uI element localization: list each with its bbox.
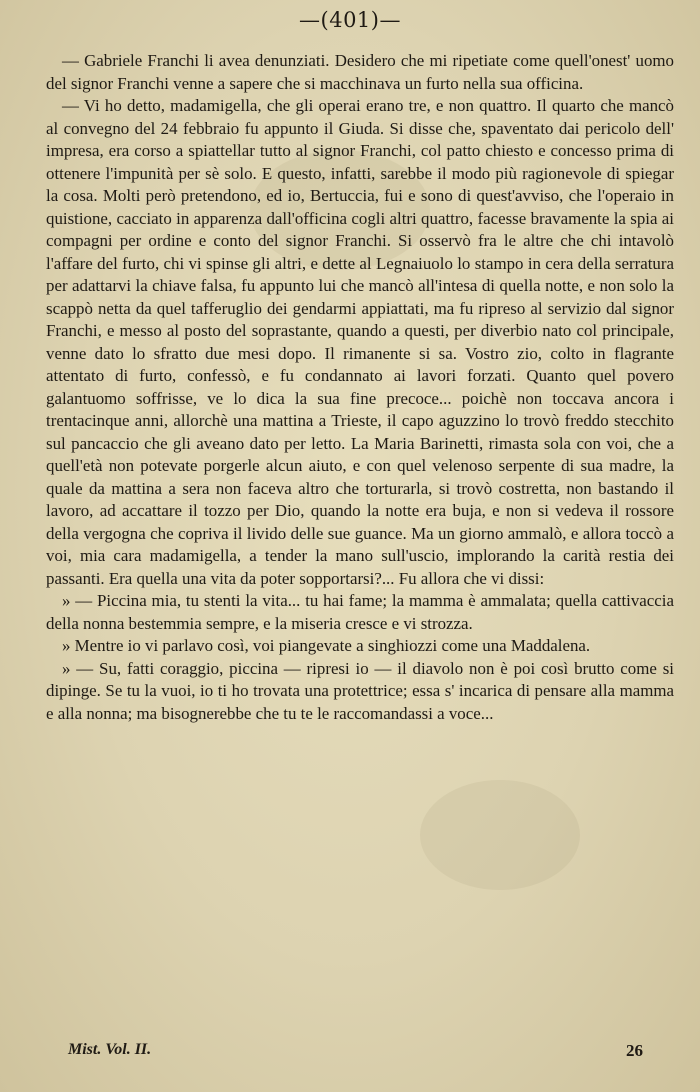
page-header: —(401)—: [299, 8, 401, 32]
signature-mark: Mist. Vol. II.: [68, 1041, 152, 1058]
page-stain: [420, 780, 580, 890]
body-text: [46, 50, 674, 725]
paragraph: » Mentre io vi parlavo così, voi piangevate a singhiozzi come una Maddalena.: [62, 636, 591, 655]
page-number: 26: [626, 1041, 643, 1060]
paragraph: » — Piccina mia, tu stenti la vita... tu hai fame; la mamma è ammalata; quella cattivaccia della nonna bestemmia sempre, e la miseria cresce e vi strozza.: [46, 591, 674, 633]
paragraph: » — Su, fatti coraggio, piccina — ripresi io — il diavolo non è poi così brutto come si dipinge. Se tu la vuoi, io ti ho trovata una protettrice; essa s' incarica di pensare alla mamma e alla nonna; ma bisognerebbe che tu te le raccomandassi a voce...: [46, 658, 674, 723]
paragraph: — Gabriele Franchi li avea denunziati. Desidero che mi ripetiate come quell'onest' uomo del signor Franchi venne a sapere che si macchinava un furto nella sua officina.: [46, 51, 674, 93]
page-footer: [68, 1041, 643, 1059]
paragraph: — Vi ho detto, madamigella, che gli operai erano tre, e non quattro. Il quarto che mancò al convegno del 24 febbraio fu appunto il Giuda. Si disse che, spaventato dai pericolo dell' impresa, era corso a spiattellar tutto al signor Franchi, col patto chiesto e concesso prima di ottenere l'impunità per sè solo. E questo, infatti, sarebbe il modo più ragionevole di spiegar la cosa. Molti però pretendono, ed io, Bertuccia, fui e sono di quest'avviso, che l'operaio in quistione, cacciato in apparenza dall'officina cogli altri quattro, facesse bravamente la spia ai compagni per ordine e conto del signor Franchi. Si osservò fra le altre che chi intavolò l'affare del furto, chi vi spinse gli altri, e dette al Legnaiuolo lo stampo in cera della serratura per adattarvi la chiave falsa, fu appunto lui che mancò all'intesa di quella notte, e non solo la scappò netta da quel tafferuglio dei gendarmi appiattati, ma fu ripreso al servizio dal signor Franchi, e messo al posto del soprastante, quando a questi, per diverbio nato col principale, venne dato lo sfratto due mesi dopo. Il rimanente si sa. Vostro zio, colto in flagrante attentato di furto, confessò, e fu condannato ai lavori forzati. Quanto quel povero galantuomo soffrisse, ve lo dica la sua fine precoce... poichè non toccava ancora i trentacinque anni, allorchè una mattina a Trieste, il capo aguzzino lo trovò freddo stecchito sul pancaccio che gli aveano dato per letto. La Maria Barinetti, rimasta sola con voi, che a quell'età non potevate porgerle alcun aiuto, e con quel velenoso serpente di sua madre, la quale da mattina a sera non faceva altro che torturarla, si trovò costretta, non bastando il lavoro, ad accattare il tozzo per Dio, quando la notte era buja, e non si vedeva il rossore della vergogna che copriva il livido delle sue guance. Ma un giorno ammalò, e allora toccò a voi, mia cara madamigella, a tender la mano sull'uscio, implorando la carità restia dei passanti. Era quella una vita da poter sopportarsi?... Fu allora che vi dissi:: [46, 96, 674, 588]
